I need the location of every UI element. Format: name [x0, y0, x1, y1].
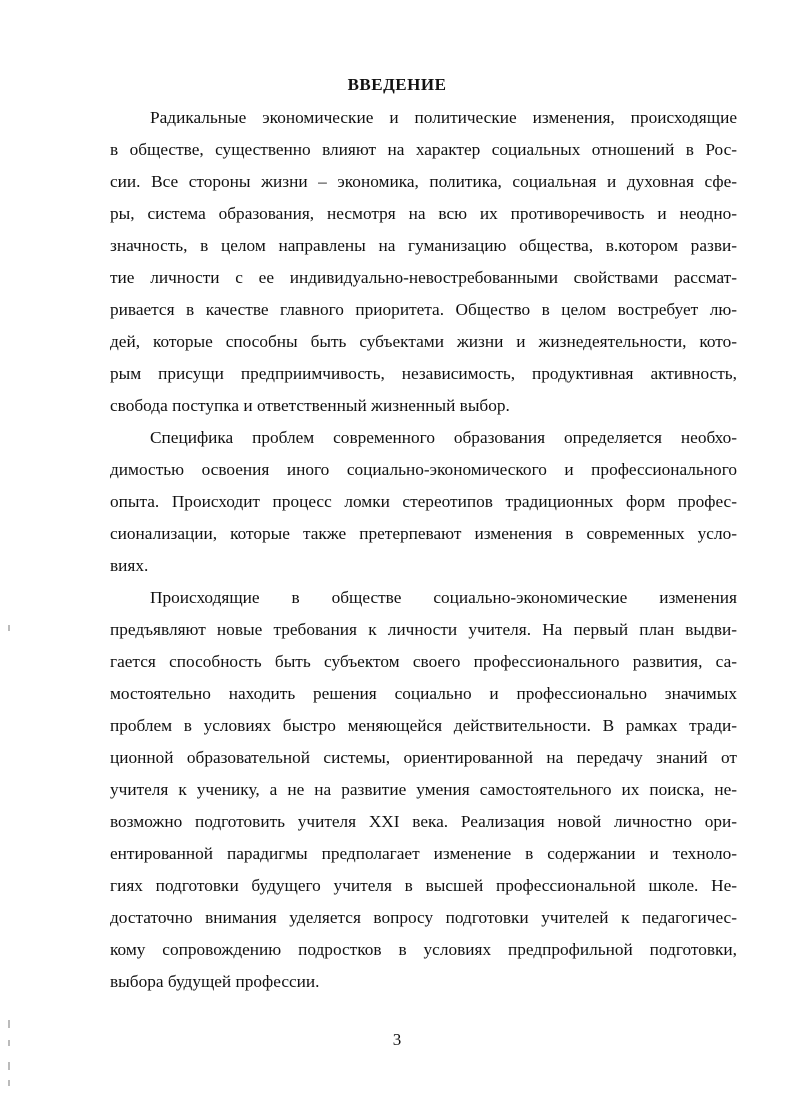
text-line: проблем в условиях быстро меняющейся действительности. В рамках тради-: [110, 716, 737, 735]
text-line: достаточно внимания уделяется вопросу подготовки учителей к педагогичес-: [110, 908, 737, 927]
text-line: гается способность быть субъектом своего профессионального развития, са-: [110, 652, 737, 671]
text-line: в обществе, существенно влияют на характер социальных отношений в Рос-: [110, 140, 737, 159]
text-line: выбора будущей профессии.: [110, 972, 320, 991]
scan-artifact: [8, 1062, 10, 1070]
text-line: ционной образовательной системы, ориентированной на передачу знаний от: [110, 748, 737, 767]
text-line: свобода поступка и ответственный жизненный выбор.: [110, 396, 510, 415]
text-line: значность, в целом направлены на гуманизацию общества, в.котором разви-: [110, 236, 737, 255]
text-line: дей, которые способны быть субъектами жизни и жизнедеятельности, кото-: [110, 332, 737, 351]
text-line: ры, система образования, несмотря на всю их противоречивость и неодно-: [110, 204, 737, 223]
text-line: возможно подготовить учителя XXI века. Реализация новой личностно ори-: [110, 812, 737, 831]
text-line: учителя к ученику, а не на развитие умения самостоятельного их поиска, не-: [110, 780, 737, 799]
text-line: мостоятельно находить решения социально и профессионально значимых: [110, 684, 737, 703]
text-line: опыта. Происходит процесс ломки стереотипов традиционных форм профес-: [110, 492, 737, 511]
scan-artifact: [8, 625, 10, 631]
text-line: виях.: [110, 556, 149, 575]
scan-artifact: [8, 1040, 10, 1046]
scan-artifact: [8, 1080, 10, 1086]
text-line: ривается в качестве главного приоритета. Общество в целом востребует лю-: [110, 300, 737, 319]
text-line: предъявляют новые требования к личности учителя. На первый план выдви-: [110, 620, 737, 639]
text-line: сии. Все стороны жизни – экономика, политика, социальная и духовная сфе-: [110, 172, 737, 191]
page-number: 3: [392, 1030, 402, 1049]
text-line: ентированной парадигмы предполагает изменение в содержании и техноло-: [110, 844, 737, 863]
text-line: Происходящие в обществе социально-экономические изменения: [150, 588, 737, 607]
scan-artifact: [8, 1020, 10, 1028]
text-line: тие личности с ее индивидуально-невостребованными свойствами рассмат-: [110, 268, 737, 287]
section-title: ВВЕДЕНИЕ: [347, 75, 447, 94]
text-line: сионализации, которые также претерпевают изменения в современных усло-: [110, 524, 737, 543]
text-line: гиях подготовки будущего учителя в высшей профессиональной школе. Не-: [110, 876, 737, 895]
text-line: кому сопровождению подростков в условиях предпрофильной подготовки,: [110, 940, 737, 959]
text-line: рым присущи предприимчивость, независимость, продуктивная активность,: [110, 364, 737, 383]
text-line: Радикальные экономические и политические изменения, происходящие: [150, 108, 737, 127]
text-line: Специфика проблем современного образования определяется необхо-: [150, 428, 737, 447]
text-line: димостью освоения иного социально-экономического и профессионального: [110, 460, 737, 479]
